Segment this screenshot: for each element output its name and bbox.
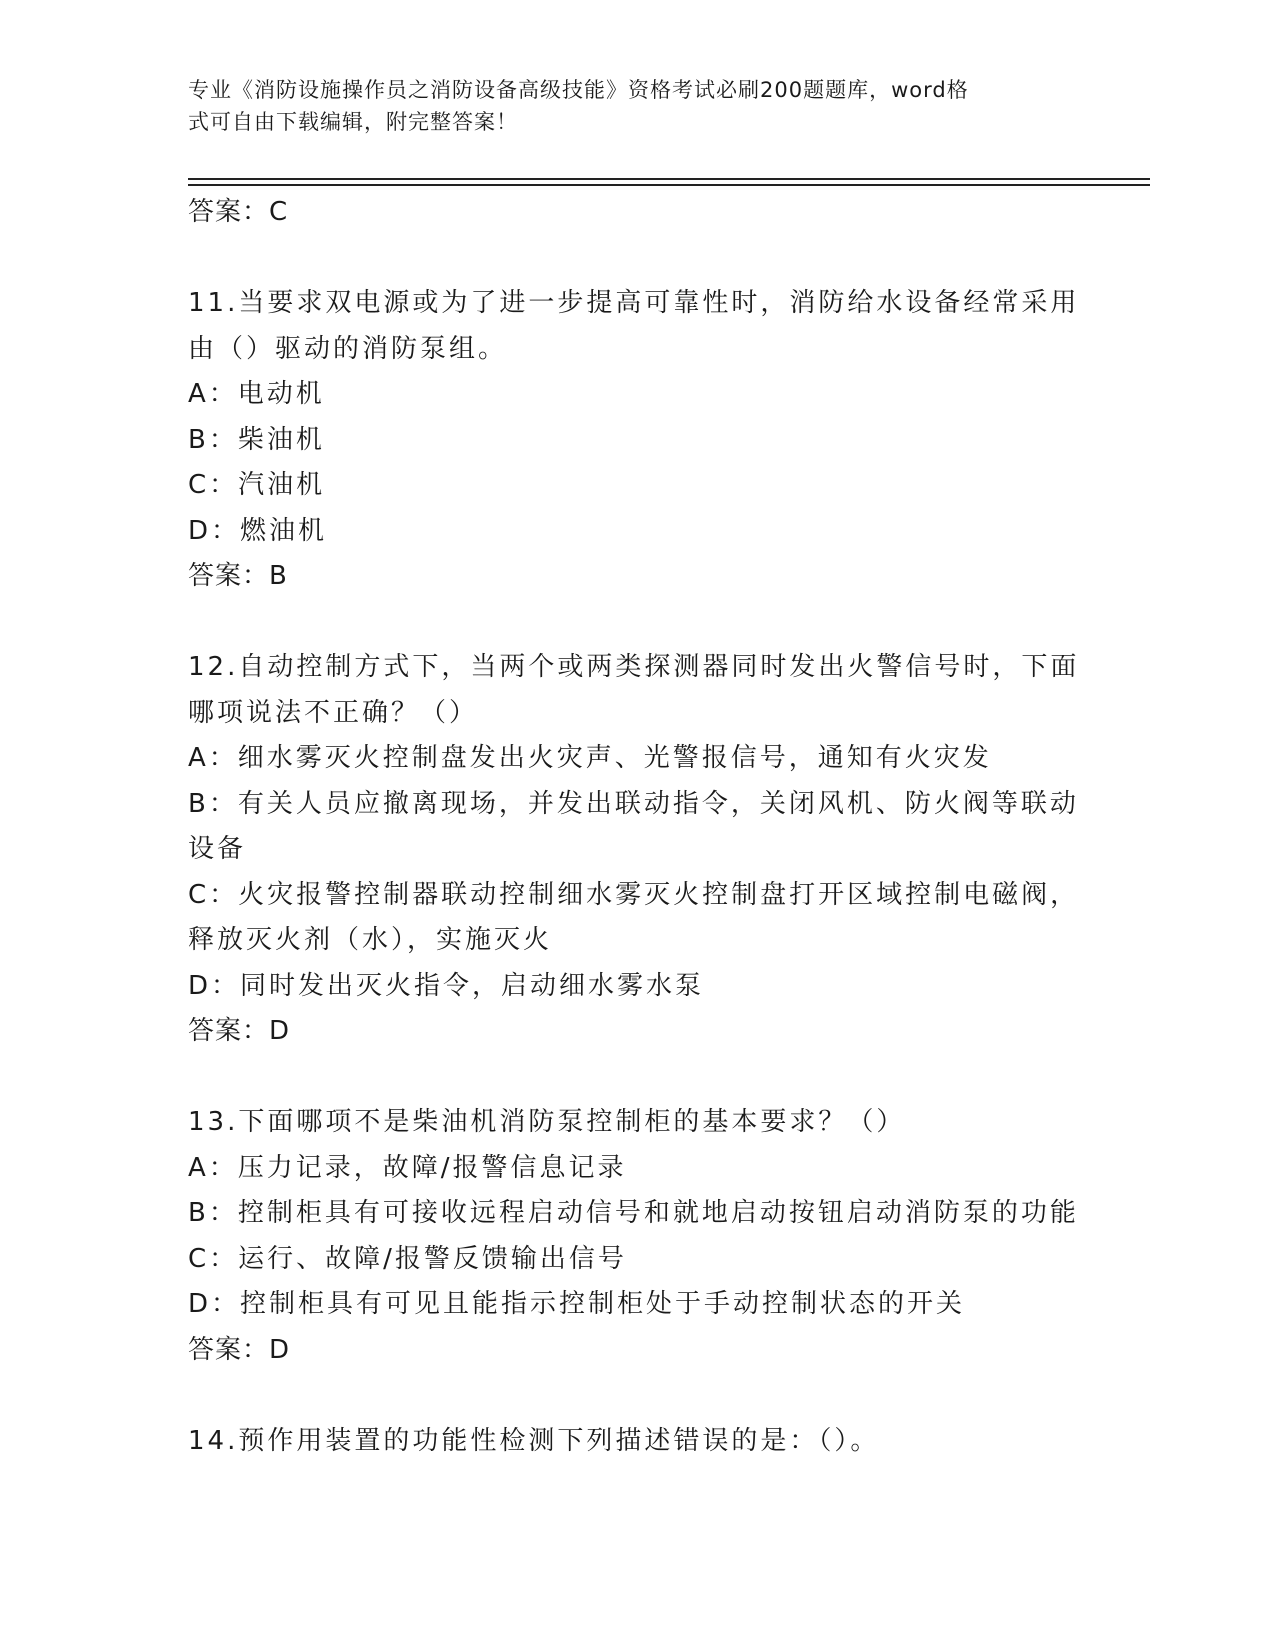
answer: 答案：D [188, 1334, 291, 1365]
option-b: B：柴油机 [188, 424, 325, 455]
previous-answer: 答案：C [188, 197, 289, 227]
document-header [188, 74, 1068, 138]
question-14 [188, 1419, 1088, 1465]
option-a: A：细水雾灭火控制盘发出火灾声、光警报信号，通知有火灾发 [188, 743, 992, 773]
answer: 答案：B [188, 561, 288, 591]
question-stem-line: 由（）驱动的消防泵组。 [188, 333, 508, 364]
option-b: B：有关人员应撤离现场，并发出联动指令，关闭风机、防火阀等联动 [188, 788, 1079, 819]
option-c: C：火灾报警控制器联动控制细水雾灭火控制盘打开区域控制电磁阀， [188, 879, 1080, 910]
question-11 [188, 281, 1088, 600]
header-rule-top [188, 178, 1150, 180]
question-stem-line: 14.预作用装置的功能性检测下列描述错误的是：（）。 [188, 1425, 880, 1456]
header-line-1: 专业《消防设施操作员之消防设备高级技能》资格考试必刷200题题库，word格 [188, 78, 969, 102]
question-12 [188, 645, 1088, 1055]
header-rule-bottom [188, 184, 1150, 186]
answer: 答案：D [188, 1016, 291, 1046]
option-d: D：控制柜具有可见且能指示控制柜处于手动控制状态的开关 [188, 1289, 966, 1319]
option-b-continued: 设备 [188, 834, 247, 864]
option-d: D：同时发出灭火指令，启动细水雾水泵 [188, 970, 705, 1001]
option-d: D：燃油机 [188, 515, 328, 546]
option-c: C：汽油机 [188, 470, 326, 500]
header-line-2: 式可自由下载编辑，附完整答案！ [188, 110, 518, 134]
option-b: B：控制柜具有可接收远程启动信号和就地启动按钮启动消防泵的功能 [188, 1198, 1079, 1228]
question-stem-line: 哪项说法不正确？（） [188, 697, 479, 728]
option-a: A：电动机 [188, 379, 325, 409]
question-stem-line: 12.自动控制方式下，当两个或两类探测器同时发出火警信号时，下面 [188, 652, 1080, 682]
question-stem-line: 11.当要求双电源或为了进一步提高可靠性时，消防给水设备经常采用 [188, 288, 1080, 318]
question-list [188, 190, 1088, 1464]
option-c: C：运行、故障/报警反馈输出信号 [188, 1243, 627, 1274]
option-a: A：压力记录，故障/报警信息记录 [188, 1152, 627, 1183]
option-c-continued: 释放灭火剂（水），实施灭火 [188, 925, 553, 955]
question-stem-line: 13.下面哪项不是柴油机消防泵控制柜的基本要求？（） [188, 1107, 906, 1137]
question-13 [188, 1100, 1088, 1373]
